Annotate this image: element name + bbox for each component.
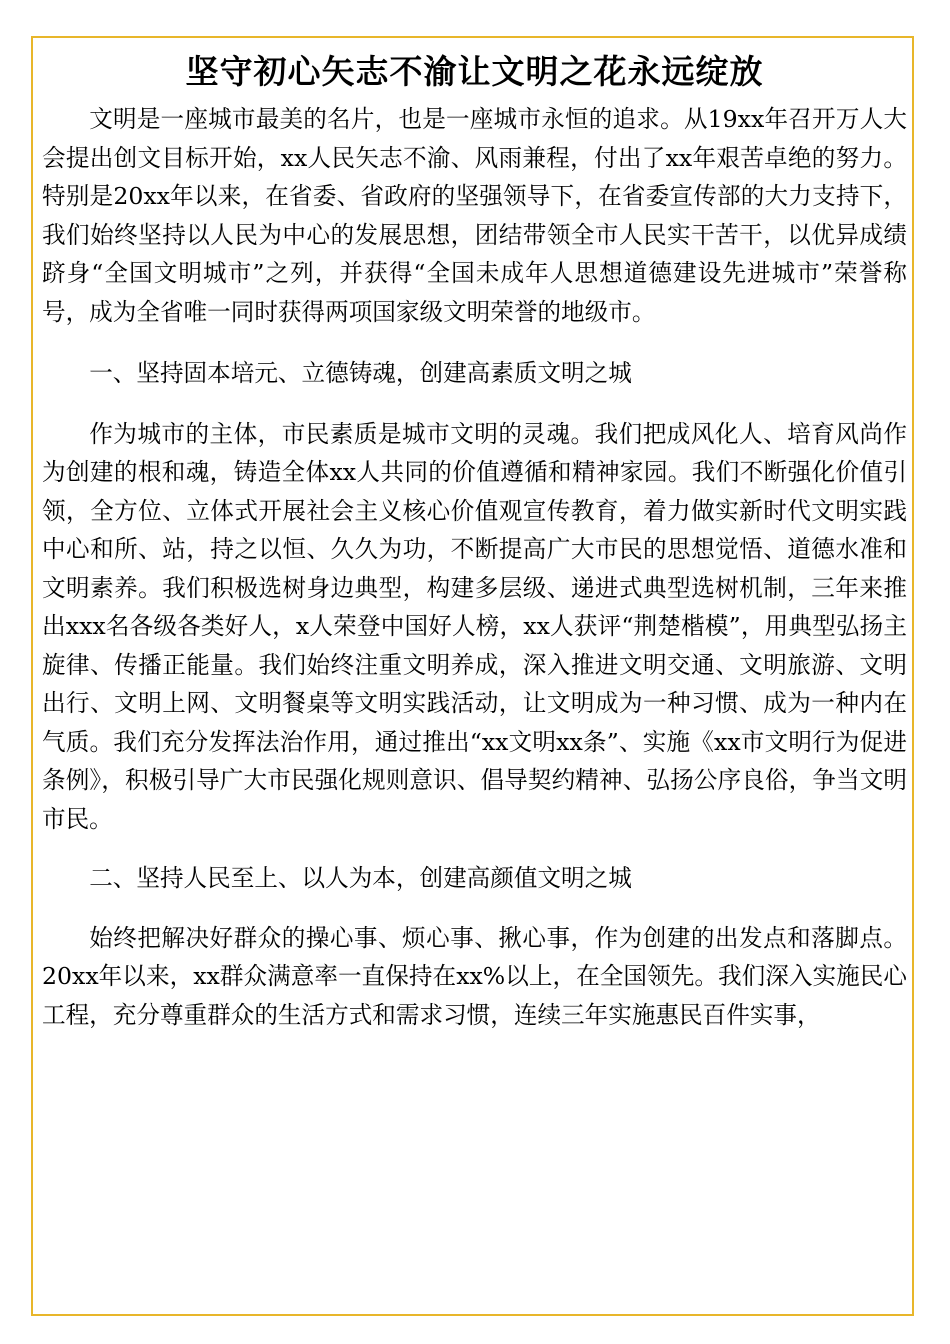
- paragraph-section-2: 始终把解决好群众的操心事、烦心事、揪心事，作为创建的出发点和落脚点。20xx年以来，xx群众满意率一直保持在xx%以上，在全国领先。我们深入实施民心工程，充分尊重群众的生活方式和需求习惯，连续三年实施惠民百件实事，: [42, 923, 907, 1029]
- document-body: [42, 44, 907, 1034]
- document-title: 坚守初心矢志不渝让文明之花永远绽放: [185, 52, 764, 91]
- section-heading-2: 二、坚持人民至上、以人为本，创建高颜值文明之城: [89, 864, 632, 892]
- paragraph-section-1: 作为城市的主体，市民素质是城市文明的灵魂。我们把成风化人、培育风尚作为创建的根和魂，铸造全体xx人共同的价值遵循和精神家园。我们不断强化价值引领，全方位、立体式开展社会主义核心价值观宣传教育，着力做实新时代文明实践中心和所、站，持之以恒、久久为功，不断提高广大市民的思想觉悟、道德水准和文明素养。我们积极选树身边典型，构建多层级、递进式典型选树机制，三年来推出xxx名各级各类好人，x人荣登中国好人榜，xx人获评“荆楚楷模”，用典型弘扬主旋律、传播正能量。我们始终注重文明养成，深入推进文明交通、文明旅游、文明出行、文明上网、文明餐桌等文明实践活动，让文明成为一种习惯、成为一种内在气质。我们充分发挥法治作用，通过推出“xx文明xx条”、实施《xx市文明行为促进条例》，积极引导广大市民强化规则意识、倡导契约精神、弘扬公序良俗，争当文明市民。: [42, 419, 907, 833]
- paragraph-intro: 文明是一座城市最美的名片，也是一座城市永恒的追求。从19xx年召开万人大会提出创文目标开始，xx人民矢志不渝、风雨兼程，付出了xx年艰苦卓绝的努力。特别是20xx年以来，在省委、省政府的坚强领导下，在省委宣传部的大力支持下，我们始终坚持以人民为中心的发展思想，团结带领全市人民实干苦干，以优异成绩跻身“全国文明城市”之列，并获得“全国未成年人思想道德建设先进城市”荣誉称号，成为全省唯一同时获得两项国家级文明荣誉的地级市。: [42, 105, 907, 326]
- page-frame: [31, 36, 914, 1316]
- section-heading-1: 一、坚持固本培元、立德铸魂，创建高素质文明之城: [89, 359, 632, 387]
